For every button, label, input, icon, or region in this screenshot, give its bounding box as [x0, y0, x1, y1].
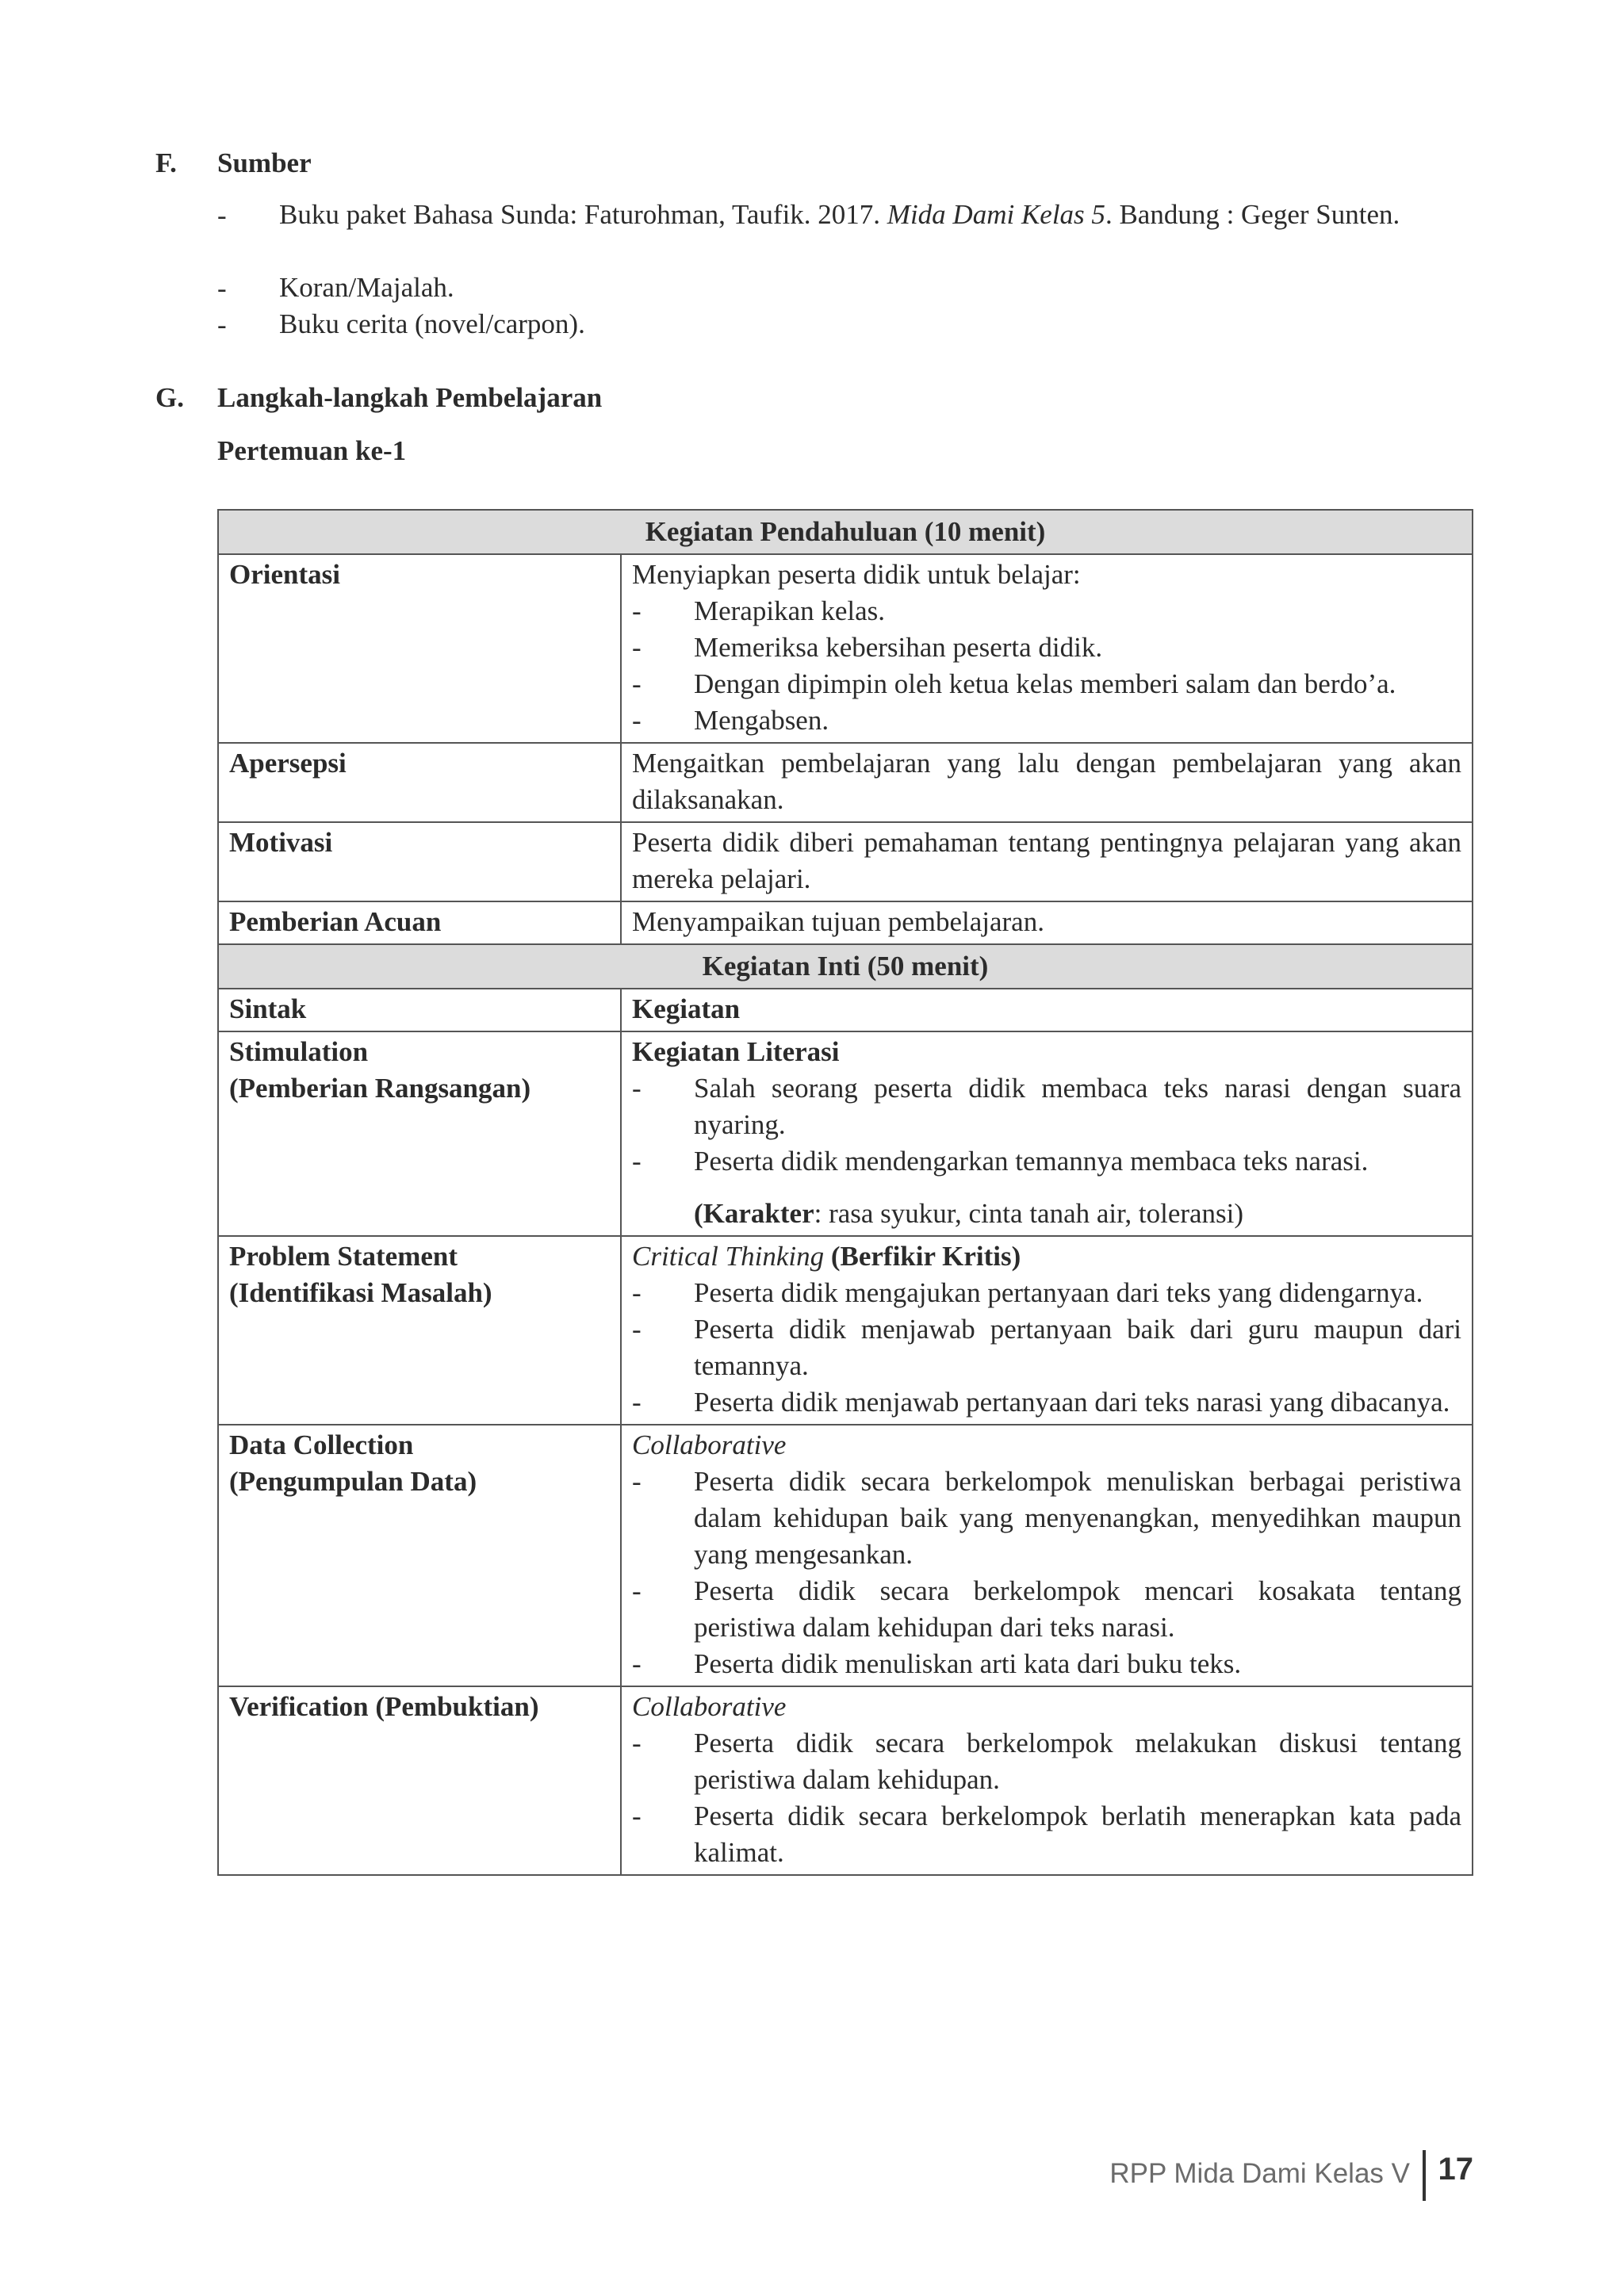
- problem-label-2: (Identifikasi Masalah): [229, 1277, 492, 1308]
- stimulation-label-1: Stimulation: [229, 1036, 369, 1067]
- bullet: -: [632, 1387, 642, 1418]
- list-item-text: Merapikan kelas.: [694, 595, 886, 626]
- table-row: [218, 1425, 1473, 1686]
- bullet: -: [217, 200, 227, 231]
- list-item-text: Salah seorang peserta didik membaca teks narasi dengan suara nyaring.: [694, 1073, 1462, 1140]
- list-item-text: Mengabsen.: [694, 705, 829, 736]
- karakter-text: : rasa syukur, cinta tanah air, toleransi): [814, 1198, 1244, 1229]
- bullet: -: [217, 309, 227, 340]
- source-item-2: Koran/Majalah.: [279, 272, 454, 303]
- list-item: [632, 1143, 1461, 1180]
- stimulation-label-2: (Pemberian Rangsangan): [229, 1073, 531, 1104]
- karakter-note: [632, 1196, 1461, 1232]
- table-row: [218, 989, 1473, 1031]
- bullet: -: [632, 1073, 642, 1104]
- list-item: [632, 1646, 1461, 1682]
- bullet: -: [632, 1800, 642, 1831]
- table-row: [218, 822, 1473, 901]
- bullet: -: [632, 668, 642, 699]
- pendahuluan-header: Kegiatan Pendahuluan (10 menit): [218, 510, 1473, 554]
- bullet: -: [632, 1277, 642, 1308]
- footer-divider: [1423, 2150, 1426, 2201]
- data-collection-label-2: (Pengumpulan Data): [229, 1466, 477, 1497]
- list-item-text: Peserta didik menuliskan arti kata dari buku teks.: [694, 1648, 1242, 1679]
- problem-list: [632, 1275, 1461, 1421]
- bullet: -: [632, 1575, 642, 1606]
- list-item-text: Dengan dipimpin oleh ketua kelas memberi salam dan berdo’a.: [694, 668, 1396, 699]
- list-item-text: Peserta didik mendengarkan temannya membaca teks narasi.: [694, 1146, 1369, 1177]
- motivasi-label: Motivasi: [218, 822, 621, 901]
- list-item-text: Peserta didik secara berkelompok berlatih menerapkan kata pada kalimat.: [694, 1800, 1462, 1868]
- list-item: [632, 1311, 1461, 1384]
- orientasi-list: [632, 593, 1461, 739]
- book-title: Mida Dami Kelas 5: [887, 199, 1105, 230]
- section-g-letter: G.: [155, 382, 184, 413]
- bullet: -: [632, 1314, 642, 1345]
- stimulation-label: [218, 1031, 621, 1236]
- list-item: [632, 666, 1461, 702]
- stimulation-content: [621, 1031, 1473, 1236]
- source-item-3: Buku cerita (novel/carpon).: [279, 308, 585, 339]
- orientasi-intro: Menyiapkan peserta didik untuk belajar:: [632, 559, 1081, 590]
- list-item-text: Peserta didik mengajukan pertanyaan dari teks yang didengarnya.: [694, 1277, 1423, 1308]
- stimulation-list: [632, 1070, 1461, 1180]
- list-item: [632, 1275, 1461, 1311]
- list-item-text: Peserta didik menjawab pertanyaan baik dari guru maupun dari temannya.: [694, 1314, 1462, 1381]
- table-row: [218, 1686, 1473, 1875]
- table-row: [218, 510, 1473, 554]
- karakter-label: (Karakter: [694, 1198, 814, 1229]
- list-item: [632, 1464, 1461, 1573]
- problem-heading: [632, 1238, 1461, 1275]
- problem-heading-bold: (Berfikir Kritis): [824, 1241, 1021, 1272]
- table-row: [218, 901, 1473, 944]
- bullet: -: [632, 1146, 642, 1177]
- list-item: [632, 593, 1461, 629]
- verification-heading: Collaborative: [632, 1691, 787, 1722]
- list-item-text: Peserta didik secara berkelompok menuliskan berbagai peristiwa dalam kehidupan baik yang menyenangkan, menyedihkan maupun yang mengesankan.: [694, 1466, 1462, 1570]
- col-sintak: Sintak: [218, 989, 621, 1031]
- page-number: 17: [1438, 2152, 1473, 2187]
- bullet: -: [217, 273, 227, 304]
- table-row: [218, 944, 1473, 989]
- table-row: [218, 554, 1473, 743]
- footer-text: RPP Mida Dami Kelas V: [1109, 2158, 1410, 2189]
- source-item-1-text: Buku paket Bahasa Sunda: Faturohman, Taufik. 2017.: [279, 199, 887, 230]
- meeting-subtitle: Pertemuan ke-1: [217, 435, 407, 466]
- bullet: -: [632, 632, 642, 663]
- apersepsi-label: Apersepsi: [218, 743, 621, 822]
- col-kegiatan: Kegiatan: [621, 989, 1473, 1031]
- problem-label: [218, 1236, 621, 1425]
- lesson-steps-table: [217, 509, 1473, 1876]
- acuan-label: Pemberian Acuan: [218, 901, 621, 944]
- table-row: [218, 1031, 1473, 1236]
- list-item: [632, 1384, 1461, 1421]
- list-item: [632, 1573, 1461, 1646]
- list-item-text: Peserta didik secara berkelompok mencari kosakata tentang peristiwa dalam kehidupan dari teks narasi.: [694, 1575, 1462, 1643]
- list-item-text: Peserta didik secara berkelompok melakukan diskusi tentang peristiwa dalam kehidupan.: [694, 1728, 1462, 1795]
- problem-content: [621, 1236, 1473, 1425]
- bullet: -: [632, 1728, 642, 1758]
- bullet: -: [632, 1648, 642, 1679]
- section-f-title: Sumber: [217, 147, 312, 178]
- data-collection-label: [218, 1425, 621, 1686]
- table-row: [218, 743, 1473, 822]
- list-item: [632, 1070, 1461, 1143]
- list-item-text: Peserta didik menjawab pertanyaan dari teks narasi yang dibacanya.: [694, 1387, 1450, 1418]
- apersepsi-text: Mengaitkan pembelajaran yang lalu dengan pembelajaran yang akan dilaksanakan.: [621, 743, 1473, 822]
- problem-label-1: Problem Statement: [229, 1241, 458, 1272]
- table-row: [218, 1236, 1473, 1425]
- bullet: -: [632, 1466, 642, 1497]
- list-item: [632, 702, 1461, 739]
- motivasi-text: Peserta didik diberi pemahaman tentang pentingnya pelajaran yang akan mereka pelajari.: [621, 822, 1473, 901]
- data-collection-content: [621, 1425, 1473, 1686]
- list-item-text: Memeriksa kebersihan peserta didik.: [694, 632, 1103, 663]
- list-item: [632, 1725, 1461, 1798]
- inti-header: Kegiatan Inti (50 menit): [218, 944, 1473, 989]
- verification-label: Verification (Pembuktian): [218, 1686, 621, 1875]
- source-item-1-post: . Bandung : Geger Sunten.: [1105, 199, 1400, 230]
- verification-content: [621, 1686, 1473, 1875]
- source-item-1: [279, 197, 1473, 233]
- problem-heading-italic: Critical Thinking: [632, 1241, 825, 1272]
- list-item: [632, 1798, 1461, 1871]
- bullet: -: [632, 705, 642, 736]
- verification-list: [632, 1725, 1461, 1871]
- bullet: -: [632, 595, 642, 626]
- data-collection-label-1: Data Collection: [229, 1429, 414, 1460]
- data-collection-heading: Collaborative: [632, 1429, 787, 1460]
- orientasi-label: Orientasi: [218, 554, 621, 743]
- section-g-title: Langkah-langkah Pembelajaran: [217, 382, 603, 413]
- acuan-text: Menyampaikan tujuan pembelajaran.: [621, 901, 1473, 944]
- stimulation-heading: Kegiatan Literasi: [632, 1036, 840, 1067]
- data-collection-list: [632, 1464, 1461, 1682]
- section-f-letter: F.: [155, 147, 177, 178]
- orientasi-content: [621, 554, 1473, 743]
- list-item: [632, 629, 1461, 666]
